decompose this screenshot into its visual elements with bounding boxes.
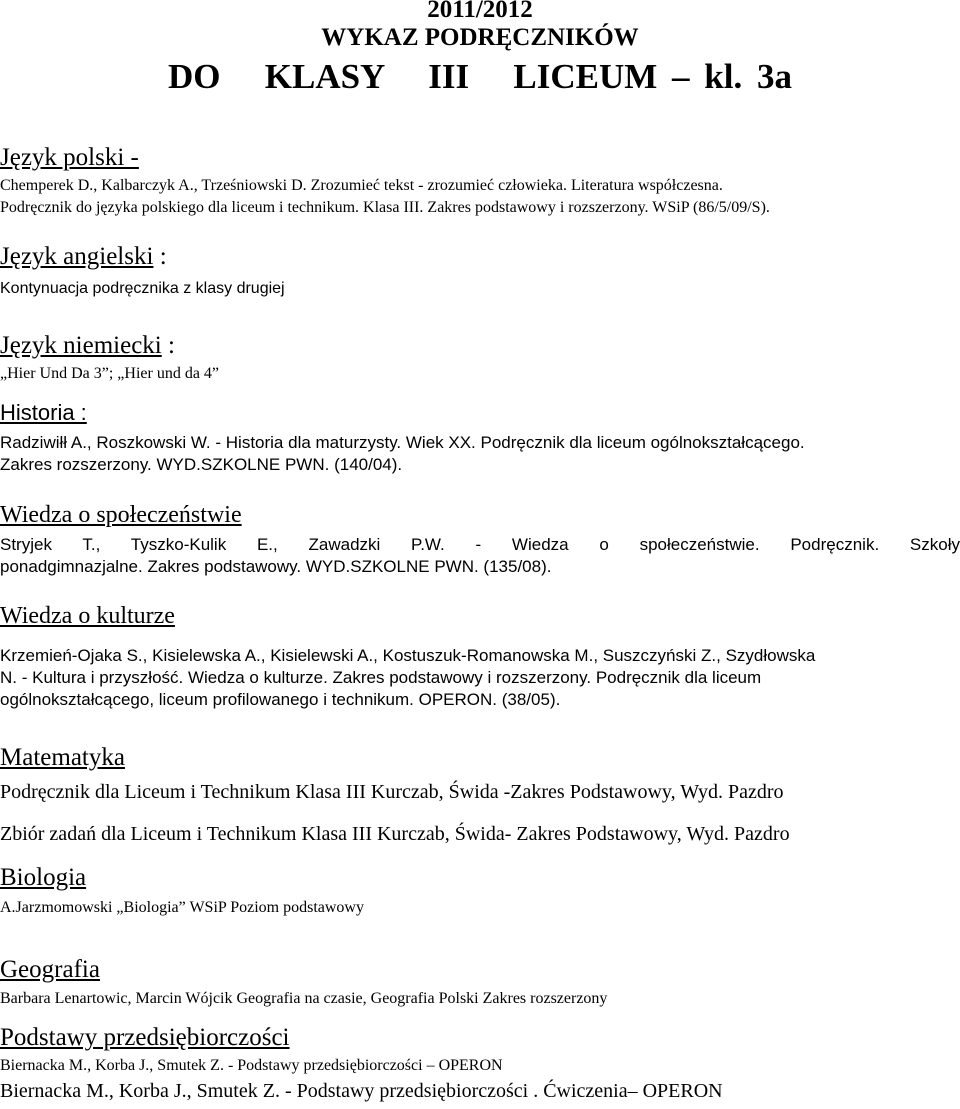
polski-line-1: Chemperek D., Kalbarczyk A., Trześniowski D. Zrozumieć tekst - zrozumieć człowieka. Literatura współczesna. [0, 177, 723, 194]
heading-jezyk-niemiecki-colon: : [168, 332, 175, 359]
heading-jezyk-angielski-colon: : [159, 243, 167, 270]
heading-matematyka: Matematyka [0, 744, 125, 771]
heading-podstawy-przedsiebiorczosci: Podstawy przedsiębiorczości [0, 1024, 290, 1051]
heading-geografia: Geografia [0, 956, 100, 983]
wos-line-2: ponadgimnazjalne. Zakres podstawowy. WYD.SZKOLNE PWN. (135/08). [0, 557, 552, 576]
wok-line-3: ogólnokształcącego, liceum profilowanego i technikum. OPERON. (38/05). [0, 690, 561, 709]
heading-wiedza-o-spoleczenstwie: Wiedza o społeczeństwie [0, 502, 242, 528]
school-year: 2011/2012 [427, 0, 533, 23]
matematyka-line-2: Zbiór zadań dla Liceum i Technikum Klasa III Kurczab, Świda- Zakres Podstawowy, Wyd. Pazdro [0, 823, 790, 845]
historia-line-2: Zakres rozszerzony. WYD.SZKOLNE PWN. (140/04). [0, 455, 403, 474]
geografia-line-1: Barbara Lenartowic, Marcin Wójcik Geografia na czasie, Geografia Polski Zakres rozszerzony [0, 990, 608, 1007]
polski-line-2: Podręcznik do języka polskiego dla liceum i technikum. Klasa III. Zakres podstawowy i rozszerzony. WSiP (86/5/09/S). [0, 199, 770, 216]
heading-jezyk-angielski-text: Język angielski [0, 243, 154, 270]
heading-wiedza-o-kulturze: Wiedza o kulturze [0, 603, 175, 629]
heading-historia: Historia : [0, 400, 87, 425]
niemiecki-line-1: „Hier Und Da 3”; „Hier und da 4” [0, 365, 220, 382]
angielski-line-1: Kontynuacja podręcznika z klasy drugiej [0, 280, 285, 297]
wok-line-2: N. - Kultura i przyszłość. Wiedza o kulturze. Zakres podstawowy i rozszerzony. Podręcznik dla liceum [0, 668, 762, 687]
wok-line-1: Krzemień-Ojaka S., Kisielewska A., Kisielewski A., Kostuszuk-Romanowska M., Suszczyński Z., Szydłowska [0, 646, 816, 665]
matematyka-line-1: Podręcznik dla Liceum i Technikum Klasa III Kurczab, Świda -Zakres Podstawowy, Wyd. Pazdro [0, 781, 784, 803]
przedsiebiorczosc-line-1: Biernacka M., Korba J., Smutek Z. - Podstawy przedsiębiorczości – OPERON [0, 1057, 503, 1074]
heading-jezyk-angielski [0, 243, 167, 271]
wos-line-1: Stryjek T., Tyszko-Kulik E., Zawadzki P.W. - Wiedza o społeczeństwie. Podręcznik. Szkoły [0, 535, 960, 554]
class-title: DO KLASY III LICEUM – kl. 3a [168, 57, 792, 96]
heading-jezyk-polski: Język polski - [0, 144, 139, 171]
biologia-line-1: A.Jarzmomowski „Biologia” WSiP Poziom podstawowy [0, 899, 364, 916]
heading-biologia: Biologia [0, 864, 87, 891]
heading-jezyk-niemiecki [0, 332, 175, 360]
heading-jezyk-niemiecki-text: Język niemiecki [0, 332, 162, 359]
document-title: WYKAZ PODRĘCZNIKÓW [321, 24, 639, 51]
przedsiebiorczosc-line-2: Biernacka M., Korba J., Smutek Z. - Podstawy przedsiębiorczości . Ćwiczenia– OPERON [0, 1080, 723, 1102]
historia-line-1: Radziwiłł A., Roszkowski W. - Historia dla maturzysty. Wiek XX. Podręcznik dla liceum ogólnokształcącego. [0, 433, 805, 452]
